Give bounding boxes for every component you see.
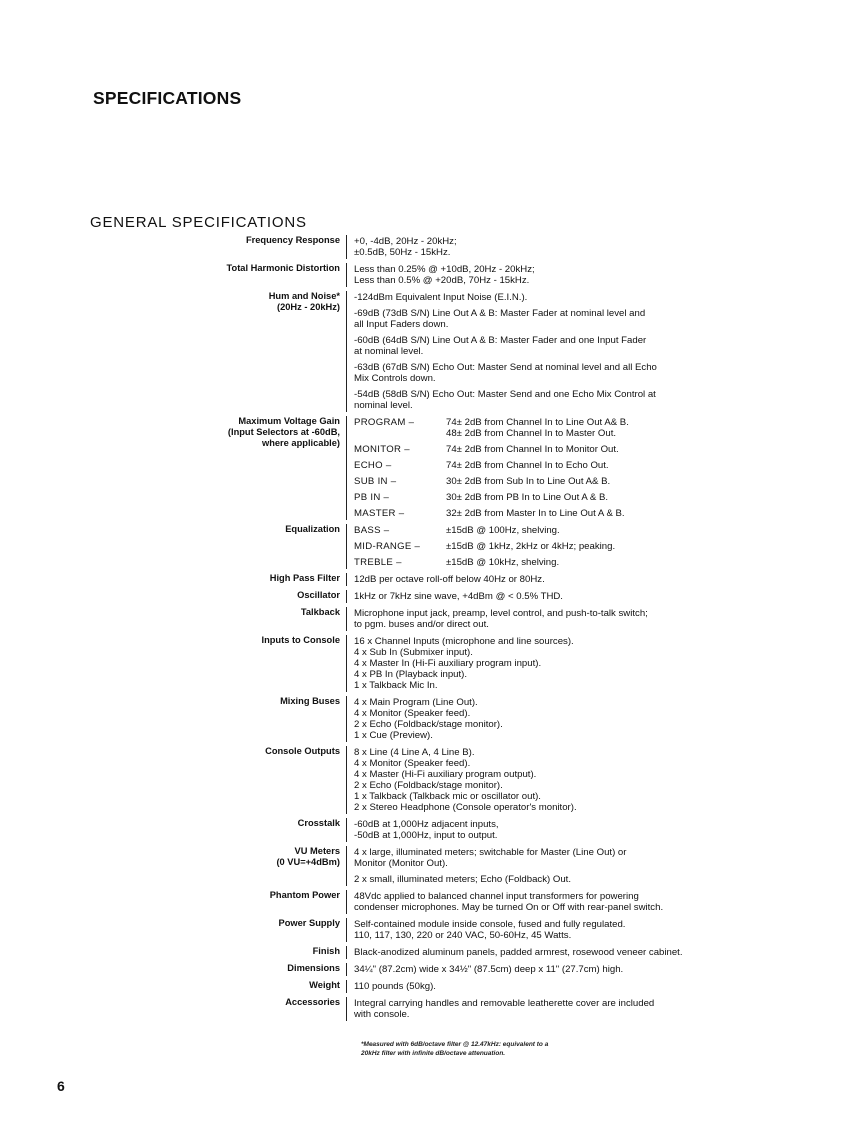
spec-sub-row	[354, 492, 744, 503]
spec-row	[160, 846, 760, 886]
spec-line: 12dB per octave roll-off below 40Hz or 80Hz.	[354, 574, 545, 585]
spec-value	[346, 573, 744, 586]
spec-sub-name: PROGRAM –	[354, 417, 415, 428]
spec-value	[346, 946, 744, 959]
spec-line: 74± 2dB from Channel In to Echo Out.	[446, 460, 609, 471]
spec-paragraph	[354, 697, 744, 741]
spec-paragraph	[354, 819, 744, 841]
spec-label	[160, 963, 346, 974]
spec-line: +0, -4dB, 20Hz - 20kHz;	[354, 236, 457, 247]
spec-label-line: where applicable)	[261, 438, 340, 448]
spec-label-line: Console Outputs	[265, 746, 340, 756]
spec-row	[160, 416, 760, 520]
spec-value	[346, 607, 744, 631]
spec-line: Mix Controls down.	[354, 373, 436, 384]
spec-label	[160, 524, 346, 535]
spec-line: Less than 0.25% @ +10dB, 20Hz - 20kHz;	[354, 264, 535, 275]
spec-sub-desc	[446, 492, 744, 503]
spec-value	[346, 524, 744, 569]
spec-line: nominal level.	[354, 400, 413, 411]
spec-row	[160, 980, 760, 993]
spec-line: Less than 0.5% @ +20dB, 70Hz - 15kHz.	[354, 275, 530, 286]
spec-sub-name: MID-RANGE –	[354, 541, 421, 552]
spec-line: all Input Faders down.	[354, 319, 449, 330]
spec-paragraph	[354, 919, 744, 941]
spec-line: 1kHz or 7kHz sine wave, +4dBm @ < 0.5% THD.	[354, 591, 563, 602]
spec-row	[160, 818, 760, 842]
footnote-line: *Measured with 6dB/octave filter @ 12.47kHz: equivalent to a	[361, 1041, 549, 1048]
spec-paragraph	[354, 874, 744, 885]
spec-line: with console.	[354, 1009, 410, 1020]
spec-line: 110, 117, 130, 220 or 240 VAC, 50-60Hz, 45 Watts.	[354, 930, 572, 941]
spec-row	[160, 696, 760, 742]
spec-sub-name: MASTER –	[354, 508, 405, 519]
spec-line: 74± 2dB from Channel In to Line Out A& B.	[446, 417, 629, 428]
spec-line: -69dB (73dB S/N) Line Out A & B: Master Fader at nominal level and	[354, 308, 646, 319]
spec-row	[160, 607, 760, 631]
spec-line: 2 x Echo (Foldback/stage monitor).	[354, 719, 503, 730]
spec-line: 2 x small, illuminated meters; Echo (Foldback) Out.	[354, 874, 572, 885]
spec-paragraph	[354, 308, 744, 330]
spec-line: -124dBm Equivalent Input Noise (E.I.N.).	[354, 292, 528, 303]
spec-label	[160, 846, 346, 868]
spec-line: Integral carrying handles and removable leatherette cover are included	[354, 998, 655, 1009]
spec-paragraph	[354, 998, 744, 1020]
spec-row	[160, 235, 760, 259]
spec-value	[346, 980, 744, 993]
spec-line: 1 x Talkback (Talkback mic or oscillator out).	[354, 791, 541, 802]
spec-label	[160, 946, 346, 957]
spec-value	[346, 746, 744, 814]
spec-line: 2 x Echo (Foldback/stage monitor).	[354, 780, 503, 791]
spec-label	[160, 746, 346, 757]
spec-label-line: Power Supply	[278, 918, 340, 928]
spec-sub-row	[354, 557, 744, 568]
spec-sub-row	[354, 476, 744, 487]
spec-line: 4 x Monitor (Speaker feed).	[354, 758, 471, 769]
spec-line: 32± 2dB from Master In to Line Out A & B.	[446, 508, 625, 519]
section-title: GENERAL SPECIFICATIONS	[90, 214, 307, 231]
spec-line: to pgm. buses and/or direct out.	[354, 619, 489, 630]
spec-label	[160, 997, 346, 1008]
spec-label-line: Equalization	[285, 524, 340, 534]
spec-label	[160, 918, 346, 929]
spec-label-line: Phantom Power	[269, 890, 340, 900]
spec-paragraph	[354, 747, 744, 813]
spec-value	[346, 890, 744, 914]
spec-line: 4 x Main Program (Line Out).	[354, 697, 478, 708]
spec-row	[160, 946, 760, 959]
spec-sub-row	[354, 541, 744, 552]
spec-line: Black-anodized aluminum panels, padded armrest, rosewood veneer cabinet.	[354, 947, 683, 958]
spec-line: ±15dB @ 10kHz, shelving.	[446, 557, 560, 568]
spec-sub-name: TREBLE –	[354, 557, 402, 568]
spec-sub-name: MONITOR –	[354, 444, 410, 455]
spec-line: 2 x Stereo Headphone (Console operator's monitor).	[354, 802, 577, 813]
spec-paragraph	[354, 636, 744, 691]
spec-line: 48± 2dB from Channel In to Master Out.	[446, 428, 617, 439]
spec-line: 4 x Monitor (Speaker feed).	[354, 708, 471, 719]
spec-label	[160, 416, 346, 449]
spec-sub-name: SUB IN –	[354, 476, 397, 487]
spec-row	[160, 524, 760, 569]
spec-value	[346, 291, 744, 412]
spec-line: Microphone input jack, preamp, level control, and push-to-talk switch;	[354, 608, 648, 619]
spec-line: 4 x Master (Hi-Fi auxiliary program output).	[354, 769, 537, 780]
spec-line: Monitor (Monitor Out).	[354, 858, 448, 869]
spec-line: 16 x Channel Inputs (microphone and line sources).	[354, 636, 574, 647]
spec-paragraph	[354, 574, 744, 585]
spec-sub-row	[354, 444, 744, 455]
spec-label-line: Weight	[309, 980, 340, 990]
spec-line: 30± 2dB from Sub In to Line Out A& B.	[446, 476, 611, 487]
spec-value	[346, 918, 744, 942]
spec-sub-desc	[446, 417, 744, 439]
spec-label-line: Crosstalk	[297, 818, 340, 828]
spec-paragraph	[354, 608, 744, 630]
spec-label-line: Mixing Buses	[280, 696, 340, 706]
spec-line: 74± 2dB from Channel In to Monitor Out.	[446, 444, 619, 455]
spec-sub-desc	[446, 444, 744, 455]
spec-line: Self-contained module inside console, fused and fully regulated.	[354, 919, 626, 930]
spec-line: 4 x large, illuminated meters; switchable for Master (Line Out) or	[354, 847, 627, 858]
spec-line: 30± 2dB from PB In to Line Out A & B.	[446, 492, 609, 503]
spec-label	[160, 590, 346, 601]
spec-line: 34¼" (87.2cm) wide x 34½" (87.5cm) deep x 11" (27.7cm) high.	[354, 964, 624, 975]
spec-sub-desc	[446, 525, 744, 536]
spec-label-line: (0 VU=+4dBm)	[276, 857, 340, 867]
spec-row	[160, 573, 760, 586]
spec-paragraph	[354, 389, 744, 411]
spec-line: 4 x Sub In (Submixer input).	[354, 647, 473, 658]
spec-paragraph	[354, 947, 744, 958]
spec-line: -60dB (64dB S/N) Line Out A & B: Master Fader and one Input Fader	[354, 335, 647, 346]
spec-row	[160, 263, 760, 287]
spec-paragraph	[354, 362, 744, 384]
spec-label-line: Inputs to Console	[261, 635, 340, 645]
spec-paragraph	[354, 335, 744, 357]
spec-value	[346, 846, 744, 886]
spec-row	[160, 746, 760, 814]
spec-label-line: High Pass Filter	[269, 573, 340, 583]
spec-label-line: Dimensions	[287, 963, 340, 973]
spec-line: -60dB at 1,000Hz adjacent inputs,	[354, 819, 499, 830]
spec-line: 4 x Master In (Hi-Fi auxiliary program input).	[354, 658, 542, 669]
spec-label	[160, 291, 346, 313]
spec-sub-desc	[446, 557, 744, 568]
spec-value	[346, 235, 744, 259]
spec-label-line: Maximum Voltage Gain	[238, 416, 340, 426]
spec-label-line: Frequency Response	[245, 235, 340, 245]
spec-label	[160, 818, 346, 829]
spec-sub-row	[354, 417, 744, 439]
spec-label-line: Total Harmonic Distortion	[226, 263, 340, 273]
spec-label-line: Hum and Noise*	[268, 291, 340, 301]
spec-paragraph	[354, 964, 744, 975]
spec-value	[346, 696, 744, 742]
spec-row	[160, 590, 760, 603]
footnote-line: 20kHz filter with infinite dB/octave attenuation.	[361, 1049, 506, 1057]
spec-row	[160, 963, 760, 976]
spec-label	[160, 890, 346, 901]
page-number: 6	[57, 1078, 65, 1094]
spec-row	[160, 890, 760, 914]
spec-line: 1 x Cue (Preview).	[354, 730, 433, 741]
spec-line: condenser microphones. May be turned On or Off with rear-panel switch.	[354, 902, 664, 913]
spec-label	[160, 980, 346, 991]
page-title: SPECIFICATIONS	[93, 88, 242, 108]
spec-label	[160, 635, 346, 646]
spec-line: 4 x PB In (Playback input).	[354, 669, 468, 680]
spec-row	[160, 635, 760, 692]
spec-paragraph	[354, 847, 744, 869]
spec-label-line: Oscillator	[297, 590, 340, 600]
spec-label-line: Finish	[312, 946, 340, 956]
spec-value	[346, 818, 744, 842]
spec-label-line: Accessories	[285, 997, 340, 1007]
spec-paragraph	[354, 891, 744, 913]
spec-sub-desc	[446, 508, 744, 519]
spec-sub-name: PB IN –	[354, 492, 390, 503]
spec-line: -50dB at 1,000Hz, input to output.	[354, 830, 498, 841]
spec-label	[160, 607, 346, 618]
spec-sub-row	[354, 508, 744, 519]
spec-value	[346, 590, 744, 603]
spec-paragraph	[354, 981, 744, 992]
spec-label-line: VU Meters	[294, 846, 340, 856]
spec-label	[160, 263, 346, 274]
footnote	[361, 1041, 548, 1058]
spec-row	[160, 997, 760, 1021]
spec-label-line: Talkback	[300, 607, 340, 617]
spec-label	[160, 696, 346, 707]
spec-sub-row	[354, 525, 744, 536]
spec-value	[346, 263, 744, 287]
spec-label-line: (20Hz - 20kHz)	[276, 302, 340, 312]
spec-table	[160, 235, 760, 1025]
spec-value	[346, 963, 744, 976]
spec-line: ±15dB @ 100Hz, shelving.	[446, 525, 560, 536]
spec-line: 1 x Talkback Mic In.	[354, 680, 438, 691]
spec-paragraph	[354, 236, 744, 258]
spec-line: at nominal level.	[354, 346, 424, 357]
spec-sub-name: ECHO –	[354, 460, 392, 471]
spec-paragraph	[354, 264, 744, 286]
spec-row	[160, 918, 760, 942]
spec-row	[160, 291, 760, 412]
spec-value	[346, 416, 744, 520]
spec-value	[346, 997, 744, 1021]
spec-label	[160, 235, 346, 246]
spec-line: ±15dB @ 1kHz, 2kHz or 4kHz; peaking.	[446, 541, 616, 552]
spec-paragraph	[354, 292, 744, 303]
spec-sub-name: BASS –	[354, 525, 390, 536]
spec-label-line: (Input Selectors at -60dB,	[227, 427, 340, 437]
spec-line: 110 pounds (50kg).	[354, 981, 436, 992]
spec-paragraph	[354, 591, 744, 602]
spec-line: 8 x Line (4 Line A, 4 Line B).	[354, 747, 475, 758]
spec-line: -63dB (67dB S/N) Echo Out: Master Send at nominal level and all Echo	[354, 362, 657, 373]
spec-value	[346, 635, 744, 692]
spec-sub-desc	[446, 541, 744, 552]
spec-sub-desc	[446, 460, 744, 471]
spec-line: -54dB (58dB S/N) Echo Out: Master Send and one Echo Mix Control at	[354, 389, 656, 400]
spec-sub-desc	[446, 476, 744, 487]
spec-label	[160, 573, 346, 584]
spec-line: 48Vdc applied to balanced channel input transformers for powering	[354, 891, 639, 902]
spec-line: ±0.5dB, 50Hz - 15kHz.	[354, 247, 451, 258]
spec-sub-row	[354, 460, 744, 471]
